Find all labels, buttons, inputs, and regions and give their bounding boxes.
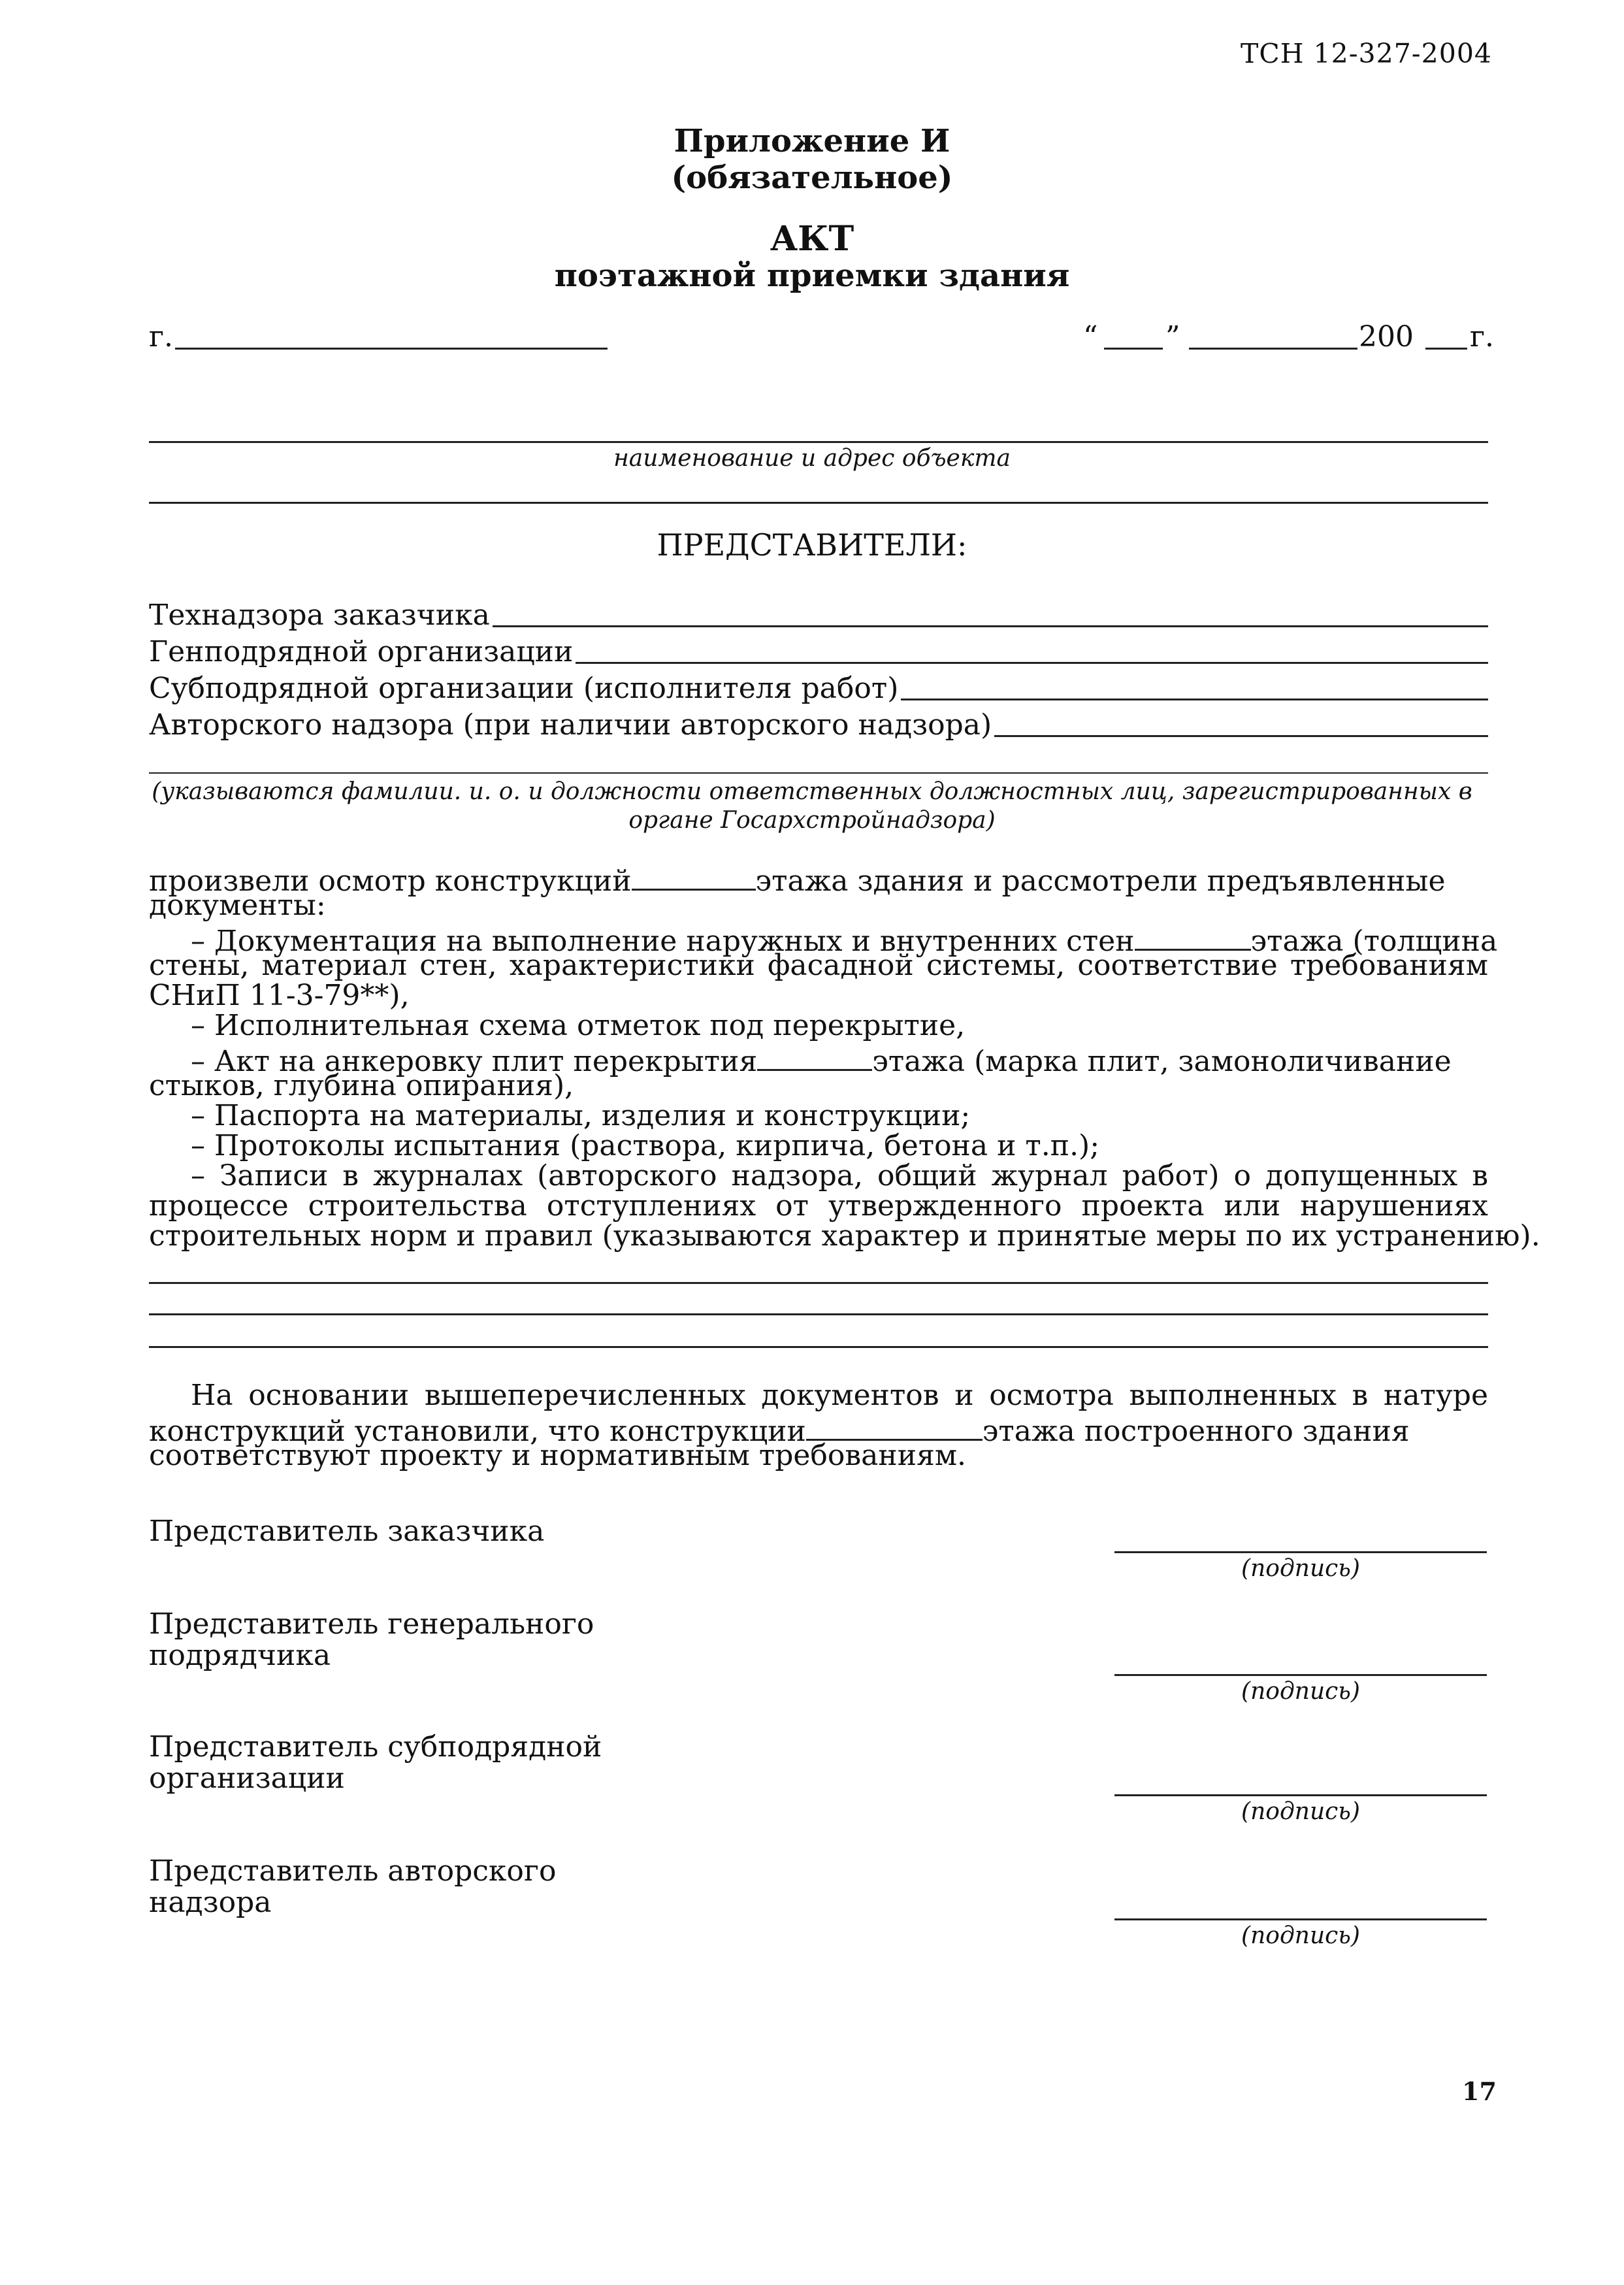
sig-author-supervision-line[interactable] [1114, 1918, 1487, 1920]
object-field-line-1[interactable] [149, 441, 1488, 443]
conclusion-line-3: соответствуют проекту и нормативным требованиям. [149, 1439, 967, 1472]
act-title: АКТ [770, 219, 854, 259]
sig-general-contractor-caption: (подпись) [1241, 1678, 1360, 1705]
doc2-line: – Исполнительная схема отметок под перекрытие, [191, 1009, 966, 1042]
rep-label-author-supervision: Авторского надзора (при наличии авторского надзора) [149, 708, 992, 742]
notes-line-2[interactable] [149, 1313, 1488, 1315]
doc4-line: – Паспорта на материалы, изделия и конструкции; [191, 1099, 971, 1132]
doc1-line-3: СНиП 11-3-79**), [149, 979, 410, 1012]
rep-row-customer [149, 600, 1488, 631]
year-prefix: 200 [1359, 320, 1414, 353]
doc6-line-1: – Записи в журналах (авторского надзора, общий журнал работ) о допущенных в [191, 1159, 1488, 1192]
date-close-quote: ” [1165, 320, 1180, 353]
notes-line-3[interactable] [149, 1346, 1488, 1348]
sig-author-supervision-label-1: Представитель авторского [149, 1854, 557, 1888]
city-label: г. [149, 320, 174, 353]
sig-author-supervision-label-2: надзора [149, 1886, 272, 1919]
rep-row-general-contractor [149, 636, 1488, 668]
inspection-text-a: произвели осмотр конструкций [149, 864, 632, 898]
rep-field-subcontractor[interactable] [901, 698, 1488, 700]
sig-general-contractor-line[interactable] [1114, 1674, 1487, 1676]
rep-label-general-contractor: Генподрядной организации [149, 635, 574, 668]
sig-subcontractor-label-2: организации [149, 1762, 345, 1795]
rep-note-1: (указываются фамилии. и. о. и должности ответственных должностных лиц, зарегистрированных в [152, 778, 1472, 805]
sig-customer-caption: (подпись) [1241, 1555, 1360, 1582]
floor-field-walls[interactable] [1135, 920, 1251, 951]
doc5-line: – Протоколы испытания (раствора, кирпича, бетона и т.п.); [191, 1129, 1100, 1162]
floor-field-inspection[interactable] [632, 860, 756, 891]
sig-customer-label: Представитель заказчика [149, 1515, 545, 1548]
doc1-line-2: стены, материал стен, характеристики фасадной системы, соответствие требованиям [149, 949, 1488, 982]
standard-code: ТСН 12-327-2004 [1241, 38, 1492, 69]
rep-row-author-supervision [149, 710, 1488, 741]
doc1-text-a: – Документация на выполнение наружных и внутренних стен [191, 925, 1135, 958]
rep-note-line [149, 772, 1488, 774]
doc3-text-a: – Акт на анкеровку плит перекрытия [191, 1045, 758, 1078]
conclusion-line-1: На основании вышеперечисленных документов и осмотра выполненных в натуре [191, 1379, 1488, 1412]
object-field-line-2[interactable] [149, 502, 1488, 504]
rep-label-customer: Технадзора заказчика [149, 599, 490, 632]
appendix-title: Приложение И [674, 123, 950, 159]
rep-label-subcontractor: Субподрядной организации (исполнителя работ) [149, 672, 899, 705]
sig-customer-line[interactable] [1114, 1551, 1487, 1553]
sig-subcontractor-caption: (подпись) [1241, 1798, 1360, 1825]
sig-general-contractor-label-2: подрядчика [149, 1639, 331, 1672]
year-field[interactable] [1425, 348, 1467, 350]
conclusion-text-b: этажа построенного здания [982, 1415, 1410, 1448]
rep-field-customer[interactable] [493, 625, 1488, 627]
sig-author-supervision-caption: (подпись) [1241, 1922, 1360, 1949]
conclusion-text-a: конструкций установили, что конструкции [149, 1415, 806, 1448]
rep-field-general-contractor[interactable] [576, 661, 1488, 664]
act-subject: поэтажной приемки здания [554, 257, 1070, 294]
inspection-text-b: этажа здания и рассмотрели предъявленные [755, 864, 1446, 898]
year-suffix: г. [1470, 320, 1495, 353]
month-field[interactable] [1189, 348, 1357, 350]
doc3-line-2: стыков, глубина опирания), [149, 1069, 574, 1102]
sig-subcontractor-line[interactable] [1114, 1794, 1487, 1796]
appendix-status: (обязательное) [671, 159, 953, 196]
rep-row-subcontractor [149, 673, 1488, 704]
inspection-line-1 [149, 860, 1488, 897]
city-field[interactable] [175, 348, 608, 350]
floor-field-anchoring[interactable] [757, 1040, 872, 1071]
rep-field-author-supervision[interactable] [994, 734, 1488, 737]
rep-note-2: органе Госархстройнадзора) [628, 807, 996, 834]
inspection-line-2: документы: [149, 889, 326, 922]
doc1-text-b: этажа (толщина [1250, 925, 1498, 958]
sig-subcontractor-label-1: Представитель субподрядной [149, 1730, 602, 1764]
doc6-line-2: процессе строительства отступлениях от утвержденного проекта или нарушениях [149, 1189, 1488, 1223]
date-open-quote: “ [1083, 320, 1098, 353]
doc3-text-b: этажа (марка плит, замоноличивание [872, 1045, 1452, 1078]
doc6-line-3: строительных норм и правил (указываются характер и принятые меры по их устранению). [149, 1219, 1540, 1253]
day-field[interactable] [1104, 348, 1163, 350]
floor-field-conclusion[interactable] [806, 1410, 983, 1441]
representatives-heading: ПРЕДСТАВИТЕЛИ: [657, 527, 967, 563]
object-caption: наименование и адрес объекта [613, 445, 1011, 472]
sig-general-contractor-label-1: Представитель генерального [149, 1607, 594, 1641]
page-number: 17 [1462, 2077, 1497, 2106]
notes-line-1[interactable] [149, 1282, 1488, 1284]
